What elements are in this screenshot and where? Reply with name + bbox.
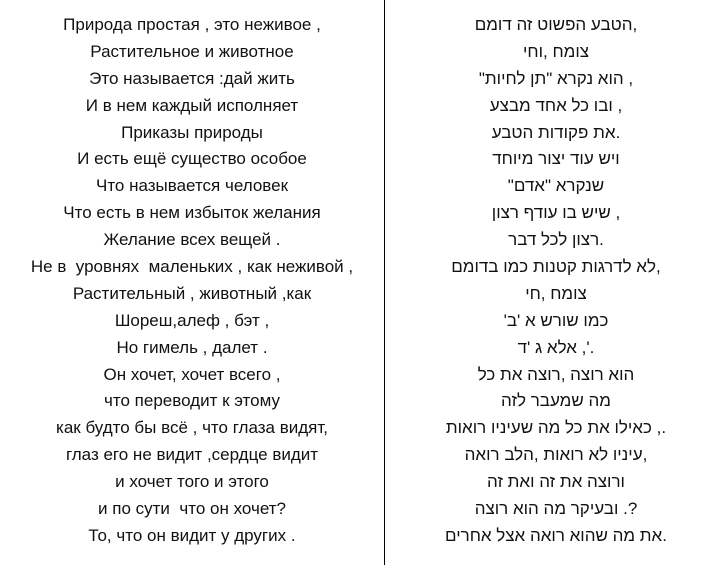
russian-line: как будто бы всё , что глаза видят,	[56, 418, 328, 438]
russian-line: И есть ещё существо особое	[77, 149, 307, 169]
hebrew-line: ובעיקר מה הוא רוצה .?	[474, 499, 638, 519]
russian-line: Растительное и животное	[90, 41, 294, 61]
hebrew-line: מה שמעבר לזה	[501, 391, 611, 411]
russian-line: И в нем каждый исполняет	[85, 95, 299, 115]
hebrew-line: צומח ,חי	[525, 283, 587, 303]
russian-line: Это называется :дай жить	[89, 68, 295, 88]
russian-column	[0, 12, 384, 550]
russian-line: Шореш,алеф , бэт ,	[114, 310, 270, 330]
hebrew-line: הוא רוצה ,רוצה את כל	[477, 364, 635, 384]
hebrew-line: עיניו לא רואות ,הלב רואה,	[464, 445, 648, 465]
hebrew-line: 'כמו שורש א 'ב	[503, 310, 609, 330]
russian-line: и хочет того и этого	[115, 472, 269, 492]
russian-line: Природа простая , это неживое ,	[63, 15, 321, 34]
column-divider	[384, 0, 385, 565]
russian-line: Желание всех вещей .	[103, 230, 281, 250]
russian-line: Что называется человек	[95, 176, 289, 196]
hebrew-line: אלא ג 'ד ,'.	[517, 337, 595, 357]
russian-line: Не в уровнях маленьких , как неживой ,	[30, 257, 354, 277]
hebrew-line: את פקודות הטבע.	[491, 122, 621, 142]
hebrew-line: שיש בו עודף רצון ,	[491, 203, 621, 223]
russian-line: и по сути что он хочет?	[98, 499, 286, 519]
russian-line: Что есть в нем избыток желания	[63, 203, 321, 223]
russian-line: что переводит к этому	[104, 391, 280, 411]
russian-line: Растительный , животный ,как	[72, 283, 312, 303]
russian-line: глаз его не видит ,сердце видит	[65, 445, 319, 465]
hebrew-line: "הוא נקרא "תן לחיות ,	[478, 68, 634, 88]
hebrew-line: כאילו את כל מה שעיניו רואות ,.	[445, 418, 667, 438]
hebrew-column	[386, 12, 726, 550]
hebrew-line: ויש עוד יצור מיוחד	[492, 149, 620, 169]
hebrew-line: צומח ,וחי	[522, 41, 590, 61]
hebrew-line: רצון לכל דבר.	[508, 230, 604, 250]
hebrew-line: "שנקרא "אדם	[507, 176, 605, 196]
russian-line: Но гимель , далет .	[116, 337, 268, 357]
hebrew-line: לא לדרגות קטנות כמו בדומם,	[451, 257, 661, 277]
hebrew-line: הטבע הפשוט זה דומם,	[474, 15, 638, 34]
russian-line: То, что он видит у других .	[88, 525, 296, 545]
russian-line: Он хочет, хочет всего ,	[103, 364, 281, 384]
russian-line: Приказы природы	[121, 122, 263, 142]
hebrew-line: ורוצה את זה ואת זה	[487, 472, 625, 492]
hebrew-line: ובו כל אחד מבצע ,	[489, 95, 623, 115]
hebrew-line: את מה שהוא רואה אצל אחרים.	[445, 525, 667, 545]
